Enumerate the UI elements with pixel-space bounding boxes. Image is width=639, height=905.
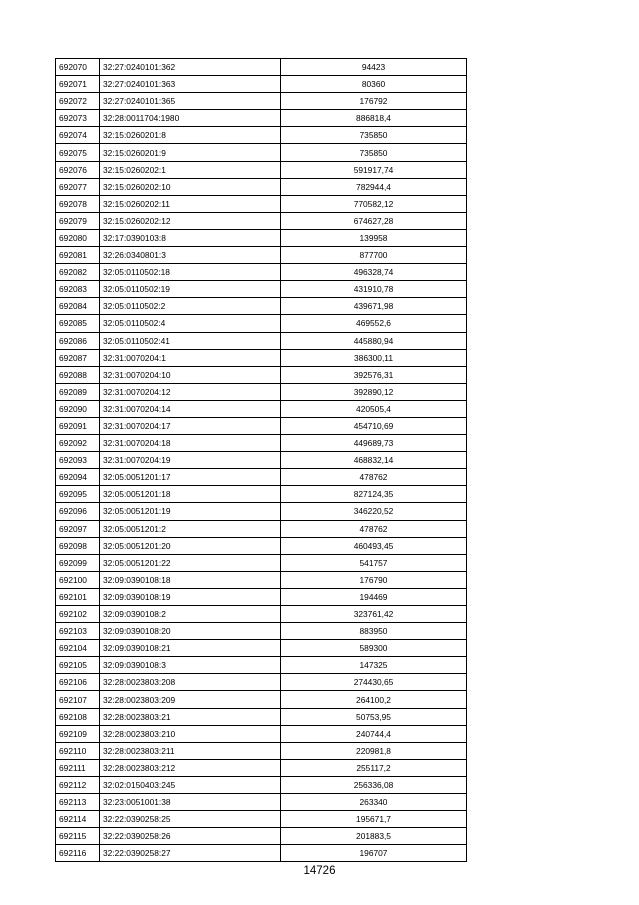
row-id-cell: 692091	[56, 417, 100, 434]
row-id-cell: 692079	[56, 212, 100, 229]
cadastral-number-cell: 32:09:0390108:19	[100, 588, 281, 605]
cadastral-number-cell: 32:09:0390108:21	[100, 640, 281, 657]
value-cell: 263340	[281, 794, 467, 811]
value-cell: 323761,42	[281, 606, 467, 623]
table-row	[56, 503, 467, 520]
value-cell: 591917,74	[281, 161, 467, 178]
value-cell: 139958	[281, 229, 467, 246]
cadastral-number-cell: 32:28:0023803:208	[100, 674, 281, 691]
cadastral-number-cell: 32:31:0070204:18	[100, 435, 281, 452]
page-number: 14726	[303, 865, 336, 877]
row-id-cell: 692105	[56, 657, 100, 674]
table-row	[56, 144, 467, 161]
table-row	[56, 212, 467, 229]
table-row	[56, 383, 467, 400]
value-cell: 782944,4	[281, 178, 467, 195]
value-cell: 877700	[281, 247, 467, 264]
row-id-cell: 692072	[56, 93, 100, 110]
cadastral-number-cell: 32:02:0150403:245	[100, 776, 281, 793]
row-id-cell: 692114	[56, 811, 100, 828]
table-row	[56, 759, 467, 776]
table-row	[56, 315, 467, 332]
table-row	[56, 776, 467, 793]
row-id-cell: 692073	[56, 110, 100, 127]
table-row	[56, 520, 467, 537]
cadastral-number-cell: 32:05:0110502:18	[100, 264, 281, 281]
cadastral-number-cell: 32:05:0051201:19	[100, 503, 281, 520]
value-cell: 735850	[281, 127, 467, 144]
table-row	[56, 264, 467, 281]
cadastral-number-cell: 32:05:0110502:4	[100, 315, 281, 332]
value-cell: 770582,12	[281, 195, 467, 212]
data-table	[55, 58, 467, 862]
cadastral-number-cell: 32:22:0390258:26	[100, 828, 281, 845]
row-id-cell: 692089	[56, 383, 100, 400]
value-cell: 392576,31	[281, 366, 467, 383]
cadastral-number-cell: 32:15:0260202:12	[100, 212, 281, 229]
row-id-cell: 692088	[56, 366, 100, 383]
cadastral-number-cell: 32:15:0260202:1	[100, 161, 281, 178]
cadastral-number-cell: 32:05:0051201:17	[100, 469, 281, 486]
row-id-cell: 692109	[56, 725, 100, 742]
cadastral-number-cell: 32:23:0051001:38	[100, 794, 281, 811]
cadastral-number-cell: 32:28:0023803:209	[100, 691, 281, 708]
table-row	[56, 742, 467, 759]
table-row	[56, 110, 467, 127]
table-row	[56, 811, 467, 828]
value-cell: 827124,35	[281, 486, 467, 503]
table-row	[56, 623, 467, 640]
row-id-cell: 692075	[56, 144, 100, 161]
value-cell: 274430,65	[281, 674, 467, 691]
cadastral-number-cell: 32:09:0390108:2	[100, 606, 281, 623]
cadastral-number-cell: 32:27:0240101:365	[100, 93, 281, 110]
row-id-cell: 692094	[56, 469, 100, 486]
table-row	[56, 571, 467, 588]
cadastral-number-cell: 32:28:0023803:212	[100, 759, 281, 776]
row-id-cell: 692102	[56, 606, 100, 623]
cadastral-number-cell: 32:05:0051201:22	[100, 554, 281, 571]
table-row	[56, 537, 467, 554]
cadastral-number-cell: 32:05:0051201:2	[100, 520, 281, 537]
table-row	[56, 691, 467, 708]
table-row	[56, 845, 467, 862]
value-cell: 431910,78	[281, 281, 467, 298]
row-id-cell: 692078	[56, 195, 100, 212]
table-row	[56, 195, 467, 212]
row-id-cell: 692083	[56, 281, 100, 298]
cadastral-number-cell: 32:22:0390258:27	[100, 845, 281, 862]
table-row	[56, 93, 467, 110]
row-id-cell: 692095	[56, 486, 100, 503]
table-row	[56, 127, 467, 144]
value-cell: 478762	[281, 520, 467, 537]
table-row	[56, 606, 467, 623]
row-id-cell: 692097	[56, 520, 100, 537]
value-cell: 147325	[281, 657, 467, 674]
table-row	[56, 435, 467, 452]
value-cell: 674627,28	[281, 212, 467, 229]
row-id-cell: 692098	[56, 537, 100, 554]
value-cell: 469552,6	[281, 315, 467, 332]
value-cell: 460493,45	[281, 537, 467, 554]
table-row	[56, 59, 467, 76]
value-cell: 220981,8	[281, 742, 467, 759]
table-row	[56, 400, 467, 417]
value-cell: 478762	[281, 469, 467, 486]
row-id-cell: 692087	[56, 349, 100, 366]
table-row	[56, 452, 467, 469]
row-id-cell: 692074	[56, 127, 100, 144]
value-cell: 589300	[281, 640, 467, 657]
row-id-cell: 692086	[56, 332, 100, 349]
table-row	[56, 828, 467, 845]
row-id-cell: 692110	[56, 742, 100, 759]
cadastral-number-cell: 32:31:0070204:10	[100, 366, 281, 383]
value-cell: 386300,11	[281, 349, 467, 366]
value-cell: 94423	[281, 59, 467, 76]
table-row	[56, 486, 467, 503]
row-id-cell: 692070	[56, 59, 100, 76]
table-row	[56, 229, 467, 246]
table-row	[56, 588, 467, 605]
cadastral-number-cell: 32:31:0070204:14	[100, 400, 281, 417]
row-id-cell: 692100	[56, 571, 100, 588]
cadastral-number-cell: 32:26:0340801:3	[100, 247, 281, 264]
value-cell: 176792	[281, 93, 467, 110]
row-id-cell: 692085	[56, 315, 100, 332]
value-cell: 468832,14	[281, 452, 467, 469]
cadastral-number-cell: 32:05:0110502:19	[100, 281, 281, 298]
row-id-cell: 692076	[56, 161, 100, 178]
cadastral-number-cell: 32:05:0110502:2	[100, 298, 281, 315]
table-row	[56, 674, 467, 691]
value-cell: 176790	[281, 571, 467, 588]
cadastral-number-cell: 32:22:0390258:25	[100, 811, 281, 828]
cadastral-number-cell: 32:31:0070204:12	[100, 383, 281, 400]
table-row	[56, 366, 467, 383]
table-row	[56, 469, 467, 486]
value-cell: 735850	[281, 144, 467, 161]
value-cell: 420505,4	[281, 400, 467, 417]
table-row	[56, 161, 467, 178]
table-row	[56, 281, 467, 298]
row-id-cell: 692116	[56, 845, 100, 862]
row-id-cell: 692111	[56, 759, 100, 776]
table-row	[56, 178, 467, 195]
cadastral-number-cell: 32:28:0011704:1980	[100, 110, 281, 127]
row-id-cell: 692103	[56, 623, 100, 640]
cadastral-number-cell: 32:27:0240101:363	[100, 76, 281, 93]
value-cell: 256336,08	[281, 776, 467, 793]
value-cell: 196707	[281, 845, 467, 862]
cadastral-number-cell: 32:27:0240101:362	[100, 59, 281, 76]
value-cell: 541757	[281, 554, 467, 571]
value-cell: 883950	[281, 623, 467, 640]
value-cell: 264100,2	[281, 691, 467, 708]
value-cell: 255117,2	[281, 759, 467, 776]
value-cell: 50753,95	[281, 708, 467, 725]
cadastral-number-cell: 32:05:0051201:18	[100, 486, 281, 503]
cadastral-number-cell: 32:15:0260202:11	[100, 195, 281, 212]
row-id-cell: 692104	[56, 640, 100, 657]
row-id-cell: 692112	[56, 776, 100, 793]
value-cell: 439671,98	[281, 298, 467, 315]
row-id-cell: 692093	[56, 452, 100, 469]
row-id-cell: 692081	[56, 247, 100, 264]
value-cell: 346220,52	[281, 503, 467, 520]
table-row	[56, 417, 467, 434]
value-cell: 445880,94	[281, 332, 467, 349]
row-id-cell: 692096	[56, 503, 100, 520]
table-row	[56, 794, 467, 811]
cadastral-number-cell: 32:09:0390108:20	[100, 623, 281, 640]
row-id-cell: 692099	[56, 554, 100, 571]
row-id-cell: 692077	[56, 178, 100, 195]
value-cell: 194469	[281, 588, 467, 605]
row-id-cell: 692108	[56, 708, 100, 725]
cadastral-number-cell: 32:05:0110502:41	[100, 332, 281, 349]
cadastral-number-cell: 32:09:0390108:3	[100, 657, 281, 674]
cadastral-number-cell: 32:09:0390108:18	[100, 571, 281, 588]
cadastral-number-cell: 32:15:0260201:8	[100, 127, 281, 144]
value-cell: 195671,7	[281, 811, 467, 828]
table-row	[56, 247, 467, 264]
cadastral-number-cell: 32:17:0390103:8	[100, 229, 281, 246]
table-row	[56, 298, 467, 315]
table-row	[56, 725, 467, 742]
table-row	[56, 640, 467, 657]
row-id-cell: 692101	[56, 588, 100, 605]
value-cell: 454710,69	[281, 417, 467, 434]
cadastral-number-cell: 32:28:0023803:21	[100, 708, 281, 725]
cadastral-number-cell: 32:28:0023803:211	[100, 742, 281, 759]
table-body	[56, 59, 467, 862]
value-cell: 449689,73	[281, 435, 467, 452]
table-row	[56, 332, 467, 349]
row-id-cell: 692084	[56, 298, 100, 315]
cadastral-number-cell: 32:15:0260201:9	[100, 144, 281, 161]
cadastral-number-cell: 32:15:0260202:10	[100, 178, 281, 195]
cadastral-number-cell: 32:31:0070204:19	[100, 452, 281, 469]
value-cell: 240744,4	[281, 725, 467, 742]
table-row	[56, 554, 467, 571]
cadastral-number-cell: 32:31:0070204:1	[100, 349, 281, 366]
table-row	[56, 349, 467, 366]
value-cell: 392890,12	[281, 383, 467, 400]
value-cell: 496328,74	[281, 264, 467, 281]
row-id-cell: 692080	[56, 229, 100, 246]
row-id-cell: 692113	[56, 794, 100, 811]
row-id-cell: 692071	[56, 76, 100, 93]
value-cell: 886818,4	[281, 110, 467, 127]
row-id-cell: 692092	[56, 435, 100, 452]
row-id-cell: 692082	[56, 264, 100, 281]
cadastral-number-cell: 32:28:0023803:210	[100, 725, 281, 742]
value-cell: 201883,5	[281, 828, 467, 845]
table-row	[56, 657, 467, 674]
cadastral-number-cell: 32:05:0051201:20	[100, 537, 281, 554]
table-row	[56, 76, 467, 93]
cadastral-number-cell: 32:31:0070204:17	[100, 417, 281, 434]
value-cell: 80360	[281, 76, 467, 93]
table-row	[56, 708, 467, 725]
row-id-cell: 692106	[56, 674, 100, 691]
row-id-cell: 692115	[56, 828, 100, 845]
row-id-cell: 692107	[56, 691, 100, 708]
row-id-cell: 692090	[56, 400, 100, 417]
